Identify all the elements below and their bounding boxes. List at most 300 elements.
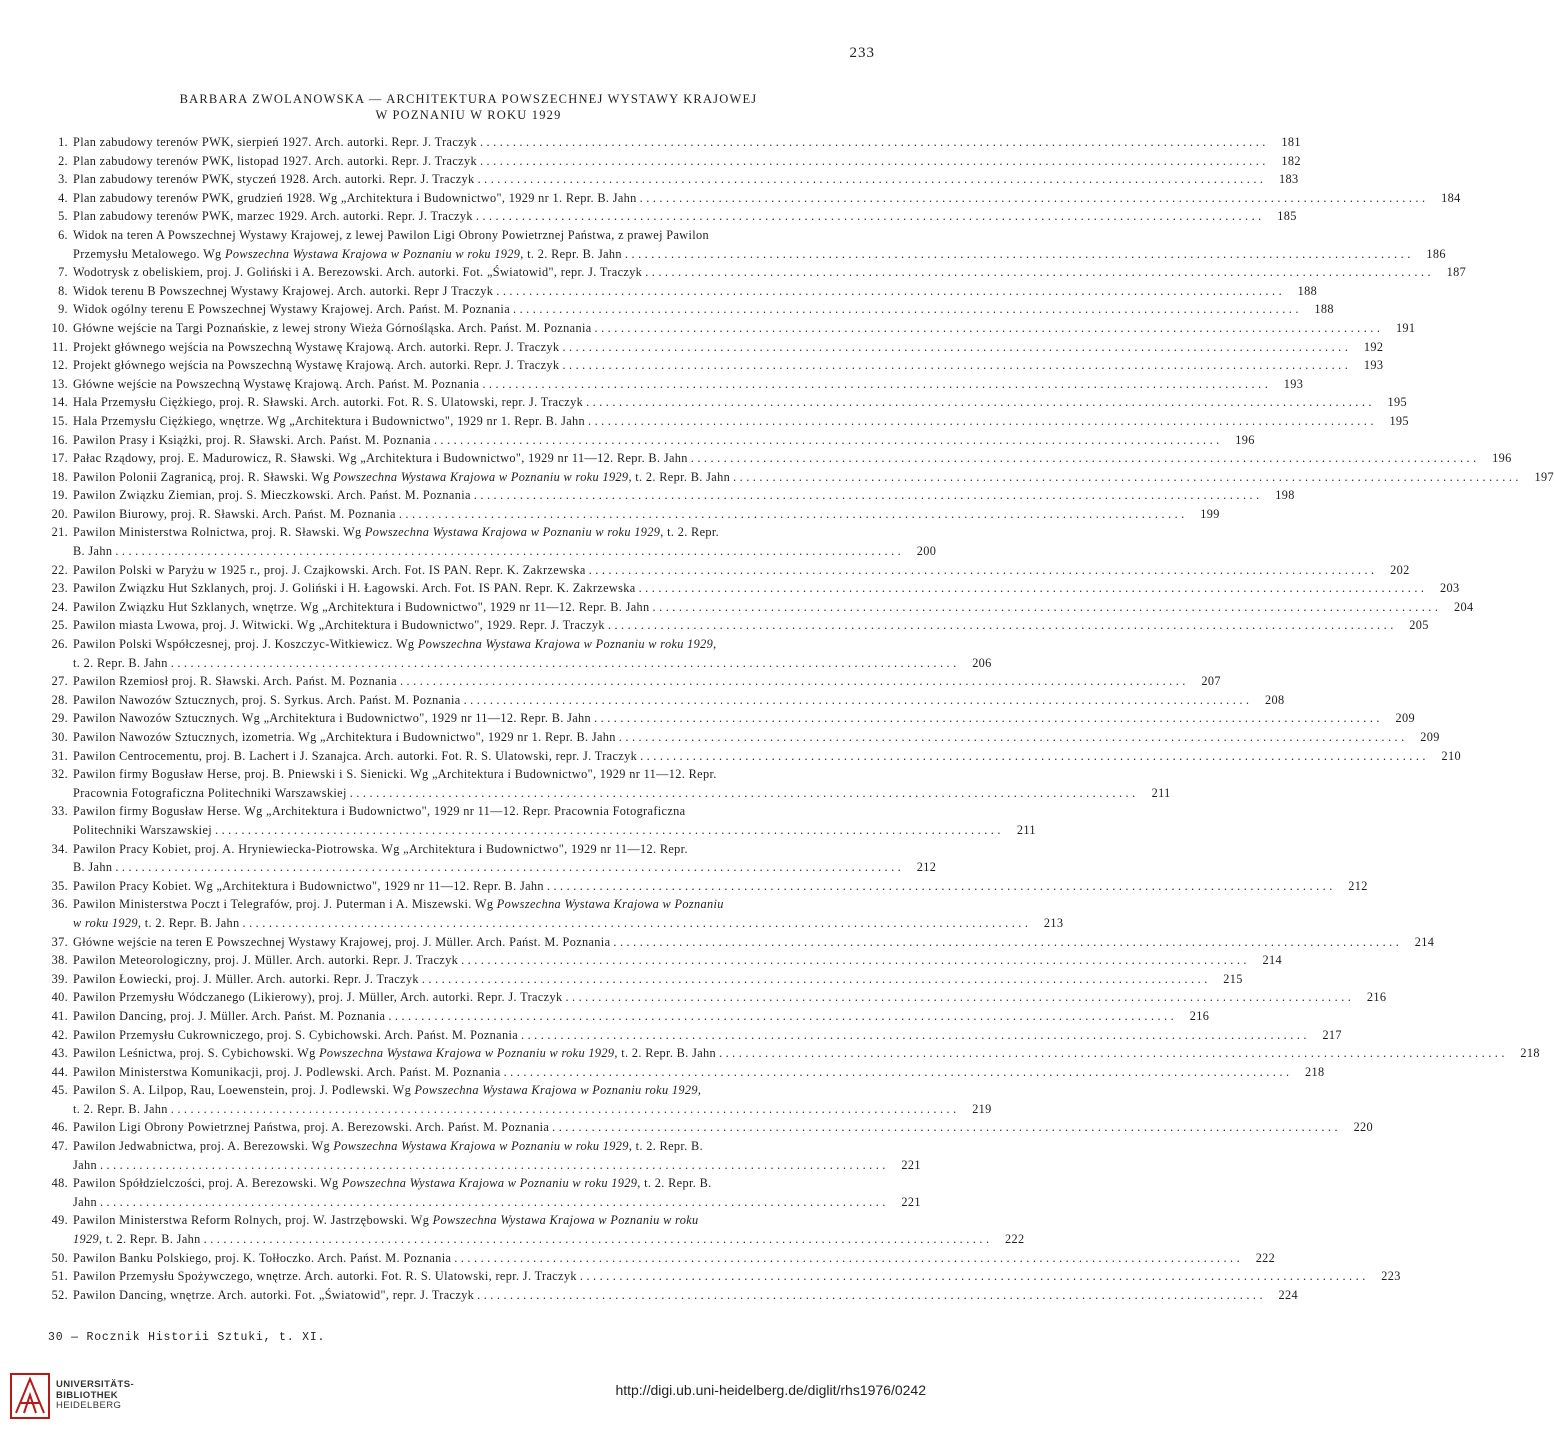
entry-text-part: , t. 2. Repr. B. <box>628 1139 703 1154</box>
list-item <box>48 635 992 672</box>
entry-page-number: 188 <box>1297 283 1318 298</box>
list-item <box>48 1286 1299 1305</box>
leader-dots: ........................................................................................................................ <box>513 302 1302 317</box>
entry-number: 10. <box>51 320 68 335</box>
entry-number: 1. <box>58 135 68 149</box>
list-item <box>48 877 1368 896</box>
leader-dots: ........................................................................................................................ <box>479 135 1269 149</box>
entry-page-number: 187 <box>1446 265 1467 280</box>
entry-body <box>73 728 1440 747</box>
list-item <box>48 393 1407 412</box>
list-item <box>48 840 937 877</box>
entry-number: 13. <box>51 376 68 391</box>
entry-body <box>73 412 1409 431</box>
entry-text: Pawilon Związku Hut Szklanych, proj. J. Goliński i H. Łagowski. Arch. Fot. IS PAN. Repr. K. Zakrzewska <box>73 581 636 596</box>
entry-text: Pawilon Prasy i Książki, proj. R. Sławski. Arch. Państ. M. Poznania <box>73 432 431 447</box>
entry-page-number: 216 <box>1366 990 1387 1005</box>
entry-text-part: , t. 2. Repr. B. Jahn <box>614 1046 717 1061</box>
entry-number: 16. <box>51 432 68 447</box>
leader-dots: ........................................................................................................................ <box>388 1008 1178 1023</box>
entry-text: Pawilon Banku Polskiego, proj. K. Tołłoczko. Arch. Państ. M. Poznania <box>73 1250 452 1265</box>
entry-text <box>73 245 622 264</box>
entry-number: 33. <box>51 804 68 819</box>
list-item <box>48 988 1387 1007</box>
entry-number: 50. <box>51 1250 68 1265</box>
entry-page-number: 202 <box>1390 562 1410 577</box>
entry-text: Pawilon Nawozów Sztucznych. Wg „Architektura i Budownictwo", 1929 nr 11—12. Repr. B. Jahn <box>73 711 592 726</box>
entry-line <box>73 1174 843 1193</box>
entry-body <box>73 672 1221 691</box>
entry-line <box>73 1267 1401 1286</box>
entry-body <box>73 1044 1540 1063</box>
entry-line <box>73 356 1384 375</box>
list-item <box>48 468 1554 487</box>
entry-text: Pawilon Łowiecki, proj. J. Müller. Arch. autorki. Repr. J. Traczyk <box>73 971 419 986</box>
entry-body <box>73 802 1036 839</box>
illustration-list <box>48 133 1554 1304</box>
entry-page-number: 196 <box>1492 451 1512 466</box>
entry-text <box>73 1230 201 1249</box>
entry-number: 48. <box>51 1176 68 1191</box>
entry-text: Pawilon miasta Lwowa, proj. J. Witwicki. Wg „Architektura i Budownictwo", 1929. Repr. J. Traczyk <box>73 618 605 633</box>
entry-line <box>73 691 1285 710</box>
entry-body <box>73 300 1334 319</box>
leader-dots: ........................................................................................................................ <box>496 283 1286 298</box>
entry-text: Pawilon Przemysłu Cukrowniczego, proj. S. Cybichowski. Arch. Państ. M. Poznania <box>73 1027 519 1042</box>
entry-line <box>73 375 1304 394</box>
entry-number: 14. <box>51 395 68 410</box>
entry-page-number: 215 <box>1223 971 1243 986</box>
leader-dots: ........................................................................................................................ <box>586 395 1375 410</box>
entry-text: Pawilon Dancing, proj. J. Müller. Arch. Państ. M. Poznania <box>73 1008 386 1023</box>
entry-italic-title: Powszechna Wystawa Krajowa w Poznaniu w roku <box>432 1213 699 1228</box>
entry-text-part: , <box>697 1083 702 1098</box>
entry-line <box>73 1156 921 1175</box>
entry-body <box>73 635 992 672</box>
list-item <box>48 1044 1540 1063</box>
entry-text: Główne wejście na Powszechną Wystawę Krajową. Arch. Państ. M. Poznania <box>73 376 480 391</box>
entry-text-part: , t. 2. Repr. B. <box>637 1176 712 1191</box>
list-item <box>48 449 1512 468</box>
entry-number: 4. <box>58 190 68 205</box>
entry-italic-title: Powszechna Wystawa Krajowa w Poznaniu w roku 1929 <box>341 1176 638 1191</box>
entry-text <box>73 1137 703 1156</box>
entry-text: Pawilon Nawozów Sztucznych, proj. S. Syrkus. Arch. Państ. M. Poznania <box>73 692 461 707</box>
entry-line <box>73 821 1036 840</box>
entry-italic-title: Powszechna Wystawa Krajowa w Poznaniu w roku 1929 <box>333 469 629 484</box>
entry-text-part: Pawilon Ministerstwa Rolnictwa, proj. R. Sławski. Wg <box>73 525 365 540</box>
entry-line <box>73 319 1416 338</box>
entry-line <box>73 1044 1540 1063</box>
entry-text: Pawilon Ministerstwa Komunikacji, proj. J. Podlewski. Arch. Państ. M. Poznania <box>73 1064 501 1079</box>
leader-dots: ........................................................................................................................ <box>115 544 905 559</box>
entry-italic-title: Powszechna Wystawa Krajowa w Poznaniu w roku 1929 <box>333 1139 629 1154</box>
entry-number: 23. <box>51 581 68 596</box>
entry-number: 51. <box>51 1269 68 1284</box>
leader-dots: ........................................................................................................................ <box>115 860 905 875</box>
entry-text: Plan zabudowy terenów PWK, marzec 1929. Arch. autorki. Repr. J. Traczyk <box>73 209 473 224</box>
entry-body <box>73 765 1171 802</box>
entry-number: 43. <box>51 1046 68 1061</box>
entry-number: 41. <box>51 1008 68 1023</box>
entry-line <box>73 486 1295 505</box>
entry-page-number: 216 <box>1189 1008 1210 1023</box>
entry-line <box>73 1081 843 1100</box>
entry-italic-title: Powszechna Wystawa Krajowa w Poznaniu w roku 1929 <box>319 1046 615 1061</box>
entry-body <box>73 468 1554 487</box>
entry-page-number: 212 <box>916 860 937 875</box>
leader-dots: ........................................................................................................................ <box>454 1250 1244 1265</box>
entry-page-number: 192 <box>1363 339 1384 354</box>
entry-body <box>73 1063 1325 1082</box>
entry-body <box>73 1267 1401 1286</box>
entry-body <box>73 393 1407 412</box>
entry-text-part: Przemysłu Metalowego. Wg <box>73 246 225 261</box>
leader-dots: ........................................................................................................................ <box>645 265 1435 280</box>
entry-body <box>73 988 1387 1007</box>
entry-body <box>73 951 1282 970</box>
leader-dots: ........................................................................................................................ <box>588 562 1378 577</box>
entry-text-part: , t. 2. Repr. B. Jahn <box>137 915 240 930</box>
leader-dots: ........................................................................................................................ <box>398 506 1188 521</box>
entry-line <box>73 1007 1210 1026</box>
leader-dots: ........................................................................................................................ <box>565 990 1355 1005</box>
entry-text: Plan zabudowy terenów PWK, sierpień 1927. Arch. autorki. Repr. J. Traczyk <box>73 135 477 149</box>
entry-line <box>73 1193 921 1212</box>
entry-text: Pawilon Pracy Kobiet. Wg „Architektura i Budownictwo", 1929 nr 11—12. Repr. B. Jahn <box>73 878 544 893</box>
list-item <box>48 802 1036 839</box>
entry-text: Widok terenu B Powszechnej Wystawy Krajowej. Arch. autorki. Repr J Traczyk <box>73 283 494 298</box>
entry-text <box>73 1044 716 1063</box>
entry-text: Jahn <box>73 1194 97 1209</box>
entry-line <box>73 933 1435 952</box>
list-item <box>48 561 1410 580</box>
page-number: 233 <box>849 45 875 61</box>
entry-page-number: 219 <box>972 1101 992 1116</box>
entry-page-number: 222 <box>1005 1232 1025 1247</box>
entry-text: Pawilon Rzemiosł proj. R. Sławski. Arch. Państ. M. Poznania <box>73 674 397 689</box>
leader-dots: ........................................................................................................................ <box>640 748 1429 763</box>
list-item <box>48 1267 1401 1286</box>
leader-dots: ........................................................................................................................ <box>203 1232 993 1247</box>
entry-page-number: 218 <box>1305 1064 1325 1079</box>
entry-text: Pawilon Polski w Paryżu w 1925 r., proj. J. Czajkowski. Arch. Fot. IS PAN. Repr. K. Zakrzewska <box>73 562 586 577</box>
footnote: 30 — Rocznik Historii Sztuki, t. XI. <box>48 1331 326 1344</box>
entry-line <box>73 914 1064 933</box>
entry-body <box>73 1249 1276 1268</box>
entry-number: 6. <box>58 227 68 242</box>
entry-number: 22. <box>51 562 68 577</box>
list-item <box>48 319 1416 338</box>
entry-body <box>73 338 1384 357</box>
entry-body <box>73 226 1446 263</box>
leader-dots: ........................................................................................................................ <box>421 971 1211 986</box>
entry-page-number: 223 <box>1381 1269 1401 1284</box>
entry-number: 5. <box>58 209 68 224</box>
entry-text <box>73 468 730 487</box>
leader-dots: ........................................................................................................................ <box>99 1157 889 1172</box>
entry-text <box>73 1081 701 1100</box>
entry-line <box>73 1063 1325 1082</box>
list-item <box>48 300 1334 319</box>
leader-dots: ........................................................................................................................ <box>349 785 1139 800</box>
library-name <box>56 1380 134 1412</box>
entry-text: Pawilon Przemysłu Wódczanego (Likierowy), proj. J. Müller, Arch. autorki. Repr. J. Traczyk <box>73 990 563 1005</box>
entry-number: 44. <box>51 1064 68 1079</box>
entry-line <box>73 226 843 245</box>
entry-line <box>73 616 1429 635</box>
list-item <box>48 486 1295 505</box>
entry-text <box>73 1211 699 1230</box>
entry-number: 26. <box>51 637 68 652</box>
entry-page-number: 204 <box>1453 599 1474 614</box>
entry-page-number: 214 <box>1414 934 1435 949</box>
source-url-link[interactable]: http://digi.ub.uni-heidelberg.de/diglit/rhs1976/0242 <box>615 1382 926 1398</box>
entry-line <box>73 970 1243 989</box>
entry-line <box>73 1286 1299 1305</box>
entry-page-number: 210 <box>1441 748 1461 763</box>
entry-line <box>73 449 1512 468</box>
list-item <box>48 133 1301 152</box>
list-item <box>48 1174 921 1211</box>
list-item <box>48 951 1282 970</box>
leader-dots: ........................................................................................................................ <box>546 878 1336 893</box>
list-item <box>48 895 1064 932</box>
entry-line <box>73 170 1299 189</box>
entry-text: t. 2. Repr. B. Jahn <box>73 655 168 670</box>
entry-page-number: 221 <box>901 1157 921 1172</box>
entry-page-number: 196 <box>1235 432 1255 447</box>
list-item <box>48 1081 992 1118</box>
entry-line <box>73 207 1297 226</box>
entry-number: 35. <box>51 878 68 893</box>
entry-text-part: Pawilon Polonii Zagranicą, proj. R. Sławski. Wg <box>73 469 334 484</box>
entry-body <box>73 356 1384 375</box>
leader-dots: ........................................................................................................................ <box>477 172 1267 187</box>
entry-italic-title: Powszechna Wystawa Krajowa w Poznaniu w roku 1929 <box>417 637 714 652</box>
entry-text: Widok na teren A Powszechnej Wystawy Krajowej, z lewej Pawilon Ligi Obrony Powietrznej Państwa, z prawej Pawilon <box>73 227 710 242</box>
entry-line <box>73 840 843 859</box>
entry-number: 31. <box>51 748 68 763</box>
entry-page-number: 213 <box>1043 915 1064 930</box>
entry-text-part: Pawilon Polski Współczesnej, proj. J. Koszczyc-Witkiewicz. Wg <box>73 637 418 652</box>
list-item <box>48 523 937 560</box>
entry-italic-title: w roku 1929 <box>73 915 138 930</box>
entry-body <box>73 598 1474 617</box>
entry-line <box>73 300 1334 319</box>
leader-dots: ........................................................................................................................ <box>463 692 1253 707</box>
entry-body <box>73 1211 1025 1248</box>
heidelberg-library-logo-icon[interactable] <box>10 1373 50 1419</box>
entry-line <box>73 598 1474 617</box>
footer-bar <box>0 1360 937 1431</box>
entry-line <box>73 784 1171 803</box>
entry-page-number: 200 <box>916 544 937 559</box>
entry-text: Główne wejście na Targi Poznańskie, z lewej strony Wieża Górnośląska. Arch. Państ. M. Poznania <box>73 320 592 335</box>
list-item <box>48 1007 1210 1026</box>
list-item <box>48 412 1409 431</box>
list-item <box>48 505 1220 524</box>
entry-line <box>73 431 1255 450</box>
entry-line <box>73 133 1301 152</box>
entry-body <box>73 375 1304 394</box>
list-item <box>48 189 1461 208</box>
leader-dots: ........................................................................................................................ <box>613 934 1403 949</box>
entry-body <box>73 319 1416 338</box>
entry-page-number: 222 <box>1255 1250 1276 1265</box>
entry-line <box>73 245 1446 264</box>
list-item <box>48 152 1301 171</box>
entry-number: 20. <box>51 506 68 521</box>
entry-text: Widok ogólny terenu E Powszechnej Wystawy Krajowej. Arch. Państ. M. Poznania <box>73 302 511 317</box>
leader-dots: ........................................................................................................................ <box>562 339 1352 354</box>
library-line-2: BIBLIOTHEK <box>56 1389 119 1401</box>
leader-dots: ........................................................................................................................ <box>170 655 960 670</box>
entry-number: 29. <box>51 711 68 726</box>
entry-text <box>73 914 240 933</box>
entry-body <box>73 933 1435 952</box>
entry-text-part: Pawilon Ministerstwa Poczt i Telegrafów, proj. J. Puterman i A. Miszewski. Wg <box>73 897 497 912</box>
entry-text: Jahn <box>73 1157 97 1172</box>
entry-body <box>73 170 1299 189</box>
leader-dots: ........................................................................................................................ <box>594 711 1383 726</box>
entry-line <box>73 412 1409 431</box>
entry-body <box>73 1118 1374 1137</box>
entry-body <box>73 1081 992 1118</box>
entry-number: 42. <box>51 1027 68 1042</box>
entry-line <box>73 1211 843 1230</box>
list-item <box>48 579 1460 598</box>
list-item <box>48 1026 1342 1045</box>
entry-page-number: 198 <box>1275 488 1295 503</box>
list-item <box>48 691 1285 710</box>
leader-dots: ........................................................................................................................ <box>733 469 1522 484</box>
leader-dots: ........................................................................................................................ <box>482 376 1272 391</box>
entry-body <box>73 616 1429 635</box>
entry-italic-title: 1929 <box>73 1232 99 1247</box>
entry-body <box>73 152 1301 171</box>
entry-number: 40. <box>51 990 68 1005</box>
entry-text-part: , t. 2. Repr. B. Jahn <box>628 469 731 484</box>
entry-line <box>73 635 843 654</box>
entry-text: Pawilon Meteorologiczny, proj. J. Müller. Arch. autorki. Repr. J. Traczyk <box>73 953 459 968</box>
entry-line <box>73 654 992 673</box>
entry-page-number: 211 <box>1151 785 1171 800</box>
entry-body <box>73 486 1295 505</box>
entry-page-number: 185 <box>1277 209 1297 224</box>
leader-dots: ........................................................................................................................ <box>624 246 1414 261</box>
leader-dots: ........................................................................................................................ <box>594 320 1384 335</box>
page-title <box>0 91 937 123</box>
entry-body <box>73 282 1318 301</box>
entry-page-number: 207 <box>1201 674 1221 689</box>
entry-number: 19. <box>51 488 68 503</box>
entry-number: 38. <box>51 953 68 968</box>
entry-number: 37. <box>51 934 68 949</box>
entry-page-number: 195 <box>1387 395 1407 410</box>
leader-dots: ........................................................................................................................ <box>639 190 1429 205</box>
entry-italic-title: Powszechna Wystawa Krajowa w Poznaniu roku 1929 <box>414 1083 698 1098</box>
entry-page-number: 211 <box>1016 822 1036 837</box>
entry-number: 8. <box>58 283 68 298</box>
entry-line <box>73 1249 1276 1268</box>
entry-line <box>73 672 1221 691</box>
entry-text: Pawilon firmy Bogusław Herse. Wg „Architektura i Budownictwo", 1929 nr 11—12. Repr. Pracownia Fotograficzna <box>73 804 686 819</box>
entry-line <box>73 895 843 914</box>
entry-page-number: 221 <box>901 1194 921 1209</box>
entry-text <box>73 1174 712 1193</box>
entry-body <box>73 1174 921 1211</box>
entry-text-part: Pawilon Ministerstwa Reform Rolnych, proj. W. Jastrzębowski. Wg <box>73 1213 433 1228</box>
entry-body <box>73 1007 1210 1026</box>
entry-body <box>73 189 1461 208</box>
entry-text: Projekt głównego wejścia na Powszechną Wystawę Krajową. Arch. autorki. Repr. J. Traczyk <box>73 339 560 354</box>
entry-page-number: 214 <box>1262 953 1282 968</box>
leader-dots: ........................................................................................................................ <box>503 1064 1293 1079</box>
entry-italic-title: Powszechna Wystawa Krajowa w Poznaniu w roku 1929 <box>364 525 661 540</box>
entry-text: Hala Przemysłu Ciężkiego, proj. R. Sławski. Arch. autorki. Fot. R. S. Ulatowski, repr. J. Traczyk <box>73 395 584 410</box>
entry-text: Pawilon Przemysłu Spożywczego, wnętrze. Arch. autorki. Fot. R. S. Ulatowski, repr. J. Traczyk <box>73 1269 577 1284</box>
entry-body <box>73 895 1064 932</box>
list-item <box>48 598 1474 617</box>
entry-text: Główne wejście na teren E Powszechnej Wystawy Krajowej, proj. J. Müller. Arch. Państ. M. Poznania <box>73 934 611 949</box>
list-item <box>48 747 1461 766</box>
entry-page-number: 188 <box>1314 302 1334 317</box>
entry-text: Pawilon Centrocementu, proj. B. Lachert i J. Szanajca. Arch. autorki. Fot. R. S. Ulatowski, repr. J. Traczyk <box>73 748 638 763</box>
leader-dots: ........................................................................................................................ <box>719 1046 1508 1061</box>
entry-text: B. Jahn <box>73 544 113 559</box>
leader-dots: ........................................................................................................................ <box>652 599 1442 614</box>
entry-text: Pawilon Ligi Obrony Powietrznej Państwa, proj. A. Berezowski. Arch. Państ. M. Poznania <box>73 1120 550 1135</box>
list-item <box>48 1211 1025 1248</box>
entry-page-number: 184 <box>1441 190 1461 205</box>
entry-line <box>73 542 937 561</box>
entry-text: Pawilon firmy Bogusław Herse, proj. B. Pniewski i S. Sienicki. Wg „Architektura i Budownictwo", 1929 nr 11—12. Repr. <box>73 767 717 782</box>
list-item <box>48 170 1299 189</box>
leader-dots: ........................................................................................................................ <box>473 488 1263 503</box>
entry-text: Pałac Rządowy, proj. E. Madurowicz, R. Sławski. Wg „Architektura i Budownictwo", 1929 nr 11—12. Repr. B. Jahn <box>73 451 688 466</box>
entry-page-number: 212 <box>1348 878 1368 893</box>
leader-dots: ........................................................................................................................ <box>433 432 1223 447</box>
entry-text: t. 2. Repr. B. Jahn <box>73 1101 168 1116</box>
entry-line <box>73 282 1318 301</box>
list-item <box>48 728 1440 747</box>
entry-body <box>73 840 937 877</box>
library-line-3: HEIDELBERG <box>56 1400 122 1411</box>
entry-body <box>73 579 1460 598</box>
list-item <box>48 338 1384 357</box>
leader-dots: ........................................................................................................................ <box>170 1101 960 1116</box>
entry-number: 49. <box>51 1213 68 1228</box>
entry-number: 36. <box>51 897 68 912</box>
list-item <box>48 933 1435 952</box>
entry-text <box>73 895 724 914</box>
entry-line <box>73 189 1461 208</box>
entry-line <box>73 988 1387 1007</box>
list-item <box>48 970 1243 989</box>
entry-line <box>73 505 1220 524</box>
entry-text: Pawilon Związku Ziemian, proj. S. Mieczkowski. Arch. Państ. M. Poznania <box>73 488 471 503</box>
entry-number: 21. <box>51 525 68 540</box>
entry-page-number: 183 <box>1278 172 1299 187</box>
entry-body <box>73 133 1301 152</box>
entry-line <box>73 877 1368 896</box>
leader-dots: ........................................................................................................................ <box>521 1027 1310 1042</box>
entry-line <box>73 1137 843 1156</box>
list-item <box>48 431 1255 450</box>
entry-text: Projekt głównego wejścia na Powszechną Wystawę Krajową. Arch. autorki. Repr. J. Traczyk <box>73 358 560 373</box>
entry-page-number: 206 <box>972 655 992 670</box>
